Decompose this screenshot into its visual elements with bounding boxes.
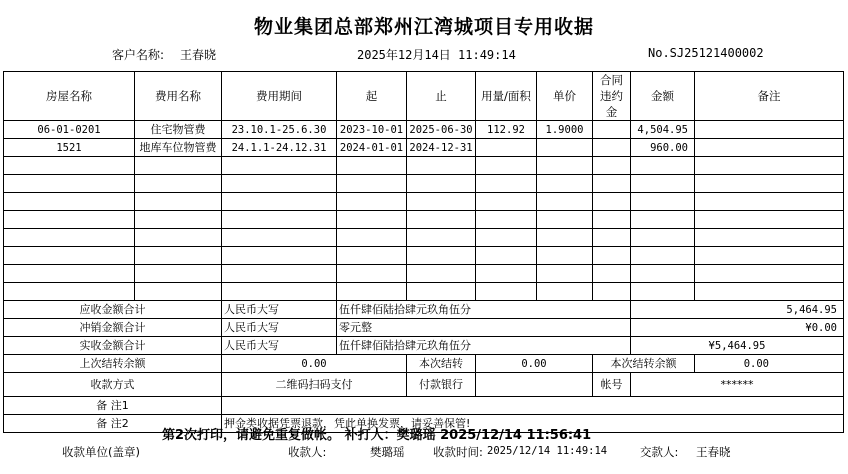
empty-cell <box>631 265 695 283</box>
bank-value <box>476 373 593 397</box>
empty-cell <box>695 211 844 229</box>
cell-penalty <box>593 121 631 139</box>
empty-cell <box>337 229 407 247</box>
empty-cell <box>135 211 222 229</box>
empty-cell <box>476 175 537 193</box>
cell-fee: 地库车位物管费 <box>135 139 222 157</box>
payment-time: 2025/12/14 11:49:14 <box>487 445 608 457</box>
col-quantity: 用量/面积 <box>476 72 537 121</box>
empty-cell <box>337 193 407 211</box>
empty-cell <box>537 193 593 211</box>
reprint-notice: 第2次打印，请避免重复做帐。 补打人：樊璐瑶 2025/12/14 11:56:41 <box>162 428 592 443</box>
last-carry-value: 0.00 <box>222 355 407 373</box>
empty-cell <box>4 247 135 265</box>
receipt-number: No.SJ25121400002 <box>648 46 764 60</box>
empty-cell <box>135 193 222 211</box>
header-row <box>4 72 844 121</box>
cell-penalty <box>593 139 631 157</box>
empty-row <box>4 229 844 247</box>
empty-cell <box>537 265 593 283</box>
col-amount: 金额 <box>631 72 695 121</box>
empty-cell <box>537 211 593 229</box>
empty-row <box>4 247 844 265</box>
empty-cell <box>695 265 844 283</box>
rmb-upper-label: 人民币大写 <box>222 337 337 355</box>
empty-cell <box>337 283 407 301</box>
receivable-total-row <box>4 301 844 319</box>
this-balance-value: 0.00 <box>695 355 844 373</box>
offset-upper: 零元整 <box>337 319 631 337</box>
empty-cell <box>407 175 476 193</box>
empty-cell <box>537 157 593 175</box>
empty-cell <box>135 283 222 301</box>
note2-label: 备 注2 <box>4 415 222 433</box>
col-fee-name: 费用名称 <box>135 72 222 121</box>
empty-row <box>4 211 844 229</box>
empty-cell <box>407 193 476 211</box>
empty-cell <box>476 193 537 211</box>
col-start: 起 <box>337 72 407 121</box>
receipt-datetime: 2025年12月14日 11:49:14 <box>357 48 516 62</box>
empty-cell <box>135 247 222 265</box>
empty-cell <box>593 211 631 229</box>
cell-start: 2024-01-01 <box>337 139 407 157</box>
empty-cell <box>537 175 593 193</box>
account-value: ****** <box>631 373 844 397</box>
receivable-amount: 5,464.95 <box>631 301 844 319</box>
empty-cell <box>4 211 135 229</box>
empty-cell <box>537 283 593 301</box>
col-house-name: 房屋名称 <box>4 72 135 121</box>
payee-label: 收款人: <box>288 445 327 459</box>
empty-row <box>4 193 844 211</box>
payer-name: 王春晓 <box>696 445 731 459</box>
receivable-label: 应收金额合计 <box>4 301 222 319</box>
cell-period: 23.10.1-25.6.30 <box>222 121 337 139</box>
empty-cell <box>631 193 695 211</box>
empty-cell <box>4 265 135 283</box>
empty-cell <box>631 283 695 301</box>
offset-label: 冲销金额合计 <box>4 319 222 337</box>
last-carry-label: 上次结转余额 <box>4 355 222 373</box>
empty-cell <box>695 193 844 211</box>
empty-cell <box>695 229 844 247</box>
empty-cell <box>476 211 537 229</box>
cell-note <box>695 139 844 157</box>
empty-cell <box>222 247 337 265</box>
empty-cell <box>631 175 695 193</box>
empty-cell <box>537 247 593 265</box>
empty-cell <box>695 283 844 301</box>
cell-amount: 960.00 <box>631 139 695 157</box>
rmb-upper-label: 人民币大写 <box>222 319 337 337</box>
payment-method-label: 收款方式 <box>4 373 222 397</box>
empty-cell <box>476 157 537 175</box>
empty-cell <box>407 211 476 229</box>
empty-cell <box>537 229 593 247</box>
empty-cell <box>222 175 337 193</box>
empty-cell <box>135 265 222 283</box>
col-unit-price: 单价 <box>537 72 593 121</box>
empty-cell <box>222 229 337 247</box>
empty-cell <box>222 193 337 211</box>
empty-cell <box>593 283 631 301</box>
empty-row <box>4 175 844 193</box>
note1-row <box>4 397 844 415</box>
cell-house: 06-01-0201 <box>4 121 135 139</box>
empty-cell <box>337 157 407 175</box>
empty-cell <box>222 265 337 283</box>
note1-value <box>222 397 844 415</box>
empty-cell <box>337 247 407 265</box>
empty-row <box>4 283 844 301</box>
empty-cell <box>695 175 844 193</box>
cell-end: 2024-12-31 <box>407 139 476 157</box>
empty-cell <box>407 229 476 247</box>
actual-upper: 伍仟肆佰陆拾肆元玖角伍分 <box>337 337 631 355</box>
cell-house: 1521 <box>4 139 135 157</box>
empty-cell <box>4 193 135 211</box>
empty-cell <box>631 229 695 247</box>
empty-cell <box>407 247 476 265</box>
cell-amount: 4,504.95 <box>631 121 695 139</box>
cell-start: 2023-10-01 <box>337 121 407 139</box>
empty-cell <box>222 157 337 175</box>
note2-value: 押金类收据凭票退款，凭此单换发票，请妥善保管! <box>222 415 844 433</box>
customer-name: 王春晓 <box>180 48 217 62</box>
offset-amount: ¥0.00 <box>631 319 844 337</box>
actual-label: 实收金额合计 <box>4 337 222 355</box>
empty-cell <box>4 175 135 193</box>
empty-cell <box>476 247 537 265</box>
cell-fee: 住宅物管费 <box>135 121 222 139</box>
carry-row <box>4 355 844 373</box>
empty-cell <box>593 229 631 247</box>
empty-cell <box>476 283 537 301</box>
empty-cell <box>337 211 407 229</box>
customer-label: 客户名称: <box>112 48 165 62</box>
empty-cell <box>476 265 537 283</box>
empty-cell <box>407 157 476 175</box>
empty-row <box>4 157 844 175</box>
col-end: 止 <box>407 72 476 121</box>
cell-price: 1.9000 <box>537 121 593 139</box>
table-row <box>4 121 844 139</box>
cell-price <box>537 139 593 157</box>
account-label: 帐号 <box>593 373 631 397</box>
empty-cell <box>337 175 407 193</box>
col-fee-period: 费用期间 <box>222 72 337 121</box>
empty-cell <box>407 265 476 283</box>
empty-cell <box>695 247 844 265</box>
this-carry-value: 0.00 <box>476 355 593 373</box>
empty-cell <box>631 247 695 265</box>
this-carry-label: 本次结转 <box>407 355 476 373</box>
cell-qty <box>476 139 537 157</box>
empty-cell <box>631 211 695 229</box>
payment-method-value: 二维码扫码支付 <box>222 373 407 397</box>
empty-rows <box>4 157 844 301</box>
receipt-table <box>3 71 844 433</box>
col-remark: 备注 <box>695 72 844 121</box>
empty-cell <box>593 247 631 265</box>
payee-name: 樊璐瑶 <box>370 445 405 459</box>
cell-period: 24.1.1-24.12.31 <box>222 139 337 157</box>
receipt-title: 物业集团总部郑州江湾城项目专用收据 <box>253 16 594 38</box>
empty-cell <box>631 157 695 175</box>
empty-cell <box>222 283 337 301</box>
payer-label: 交款人: <box>640 445 679 459</box>
rmb-upper-label: 人民币大写 <box>222 301 337 319</box>
empty-cell <box>4 157 135 175</box>
actual-total-row <box>4 337 844 355</box>
time-label: 收款时间: <box>433 445 483 459</box>
empty-cell <box>407 283 476 301</box>
this-balance-label: 本次结转余额 <box>593 355 695 373</box>
cell-note <box>695 121 844 139</box>
payment-row <box>4 373 844 397</box>
col-penalty: 合同违约金 <box>593 72 631 121</box>
empty-cell <box>135 175 222 193</box>
empty-row <box>4 265 844 283</box>
empty-cell <box>135 229 222 247</box>
empty-cell <box>337 265 407 283</box>
empty-cell <box>593 157 631 175</box>
actual-amount: ¥5,464.95 <box>631 337 844 355</box>
empty-cell <box>593 193 631 211</box>
empty-cell <box>695 157 844 175</box>
unit-label: 收款单位(盖章) <box>62 445 140 459</box>
bank-label: 付款银行 <box>407 373 476 397</box>
empty-cell <box>4 283 135 301</box>
empty-cell <box>476 229 537 247</box>
empty-cell <box>222 211 337 229</box>
cell-qty: 112.92 <box>476 121 537 139</box>
note1-label: 备 注1 <box>4 397 222 415</box>
cell-end: 2025-06-30 <box>407 121 476 139</box>
receivable-upper: 伍仟肆佰陆拾肆元玖角伍分 <box>337 301 631 319</box>
table-row <box>4 139 844 157</box>
empty-cell <box>4 229 135 247</box>
empty-cell <box>593 175 631 193</box>
empty-cell <box>593 265 631 283</box>
empty-cell <box>135 157 222 175</box>
offset-total-row <box>4 319 844 337</box>
